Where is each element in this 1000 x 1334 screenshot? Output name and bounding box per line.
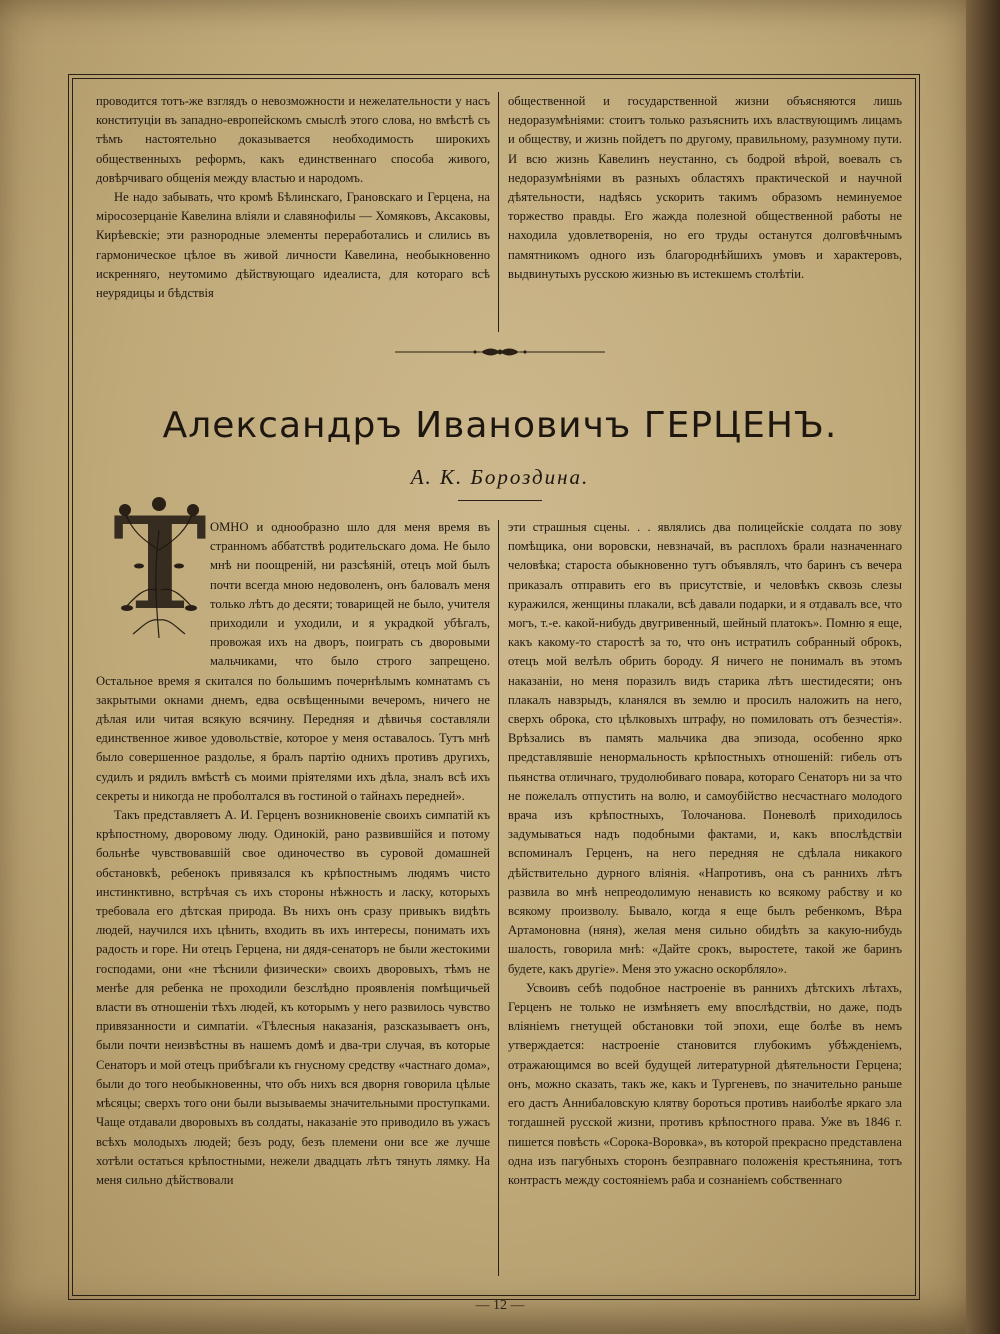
paragraph: Такъ представляетъ А. И. Герценъ возникновеніе своихъ симпатій къ крѣпостному, дворовому люду. Одинокій, рано развившійся и потому больнѣе чувствовавшій свое одиночество въ суровой домашней обстановкѣ, ребенокъ привязался къ крѣпостнымъ людямъ чисто инстинктивно, встрѣчая съ ихъ стороны нѣжность и ласку, которыхъ требовала его дѣтская природа. Въ нихъ онъ сразу привыкъ видѣть людей, научился ихъ цѣнить, входить въ ихъ интересы, понимать ихъ радость и горе. Ни отецъ Герцена, ни дядя-сенаторъ не были жестокими господами, они «не тѣснили физически» своихъ дворовыхъ, тѣмъ не менѣе для ребенка не проходили безслѣдно проявленія помѣщичьей власти въ отношеніи тѣхъ людей, къ которымъ у него развилось чувство привязанности и симпатіи. «Тѣлесныя наказанія, разсказываетъ онъ, были почти неизвѣстны въ нашемъ домѣ и два-три случая, въ которые Сенаторъ и мой отецъ прибѣгали къ гнусному средству «частнаго дома», были до того необыкновенны, что объ нихъ вся дворня говорила цѣлые мѣсяцы; сверхъ того они были вызываемы значительными проступками. Чаще отдавали дворовыхъ въ солдаты, наказаніе это приводило въ ужасъ всѣхъ молодыхъ людей; безъ роду, безъ племени они все же лучше хотѣли остаться крѣпостными, нежели двадцать лѣтъ тянуть лямку. На меня сильно дѣйствовали: [96, 808, 490, 1187]
book-spine: [966, 0, 1000, 1334]
top-left-column: [96, 92, 490, 303]
initial-letter: Т: [113, 490, 207, 638]
top-column-rule: [498, 92, 499, 332]
article-left-column: [96, 518, 490, 1190]
author-underline: [458, 500, 542, 501]
paragraph: ОМНО и однообразно шло для меня время въ странномъ аббатствѣ родительскаго дома. Не было мнѣ ни поощреній, ни разсѣяній, отецъ мой былъ почти всегда мною недоволенъ, онъ баловалъ меня только лѣтъ до десяти; товарищей не было, учителя приходили и уходили, и я украдкой убѣгалъ, провожая ихъ на дворъ, поиграть съ дворовыми мальчиками, что было строго запрещено. Остальное время я скитался по большимъ почернѣлымъ комнатамъ съ закрытыми окнами днемъ, едва освѣщенными вечеромъ, ничего не дѣлая или читая всякую всячину. Передняя и дѣвичья составляли единственное живое удовольствіе, которое у меня оставалось. Тутъ мнѣ было совершенное раздолье, я бралъ партію однихъ противъ другихъ, судилъ и рядилъ вмѣстѣ съ моими пріятелями ихъ дѣла, зналъ всѣ ихъ секреты и никогда не проболтался въ гостиной о тайнахъ передней».: [96, 520, 490, 803]
page-number: — 12 —: [475, 1298, 525, 1313]
top-right-column: [508, 92, 902, 284]
paragraph: эти страшныя сцены. . . являлись два полицейскіе солдата по зову помѣщика, они воровски, невзначай, въ расплохъ брали назначеннаго человѣка; староста обыкновенно тутъ объявлялъ, что баринъ съ вечера приказалъ отправить его въ присутствіе, и человѣкъ сквозь слезы куражился, женщины плакали, всѣ давали подарки, и я отдавалъ все, что могъ, т.-е. какой-нибудь двугривенный, шейный платокъ». Помню я еще, какъ какому-то старостѣ за то, что онъ истратилъ собранный оброкъ, отецъ мой велѣлъ обрить бороду. Я ничего не понималъ въ этомъ наказаніи, но меня поразилъ видъ старика лѣтъ шестидесяти; онъ плакалъ навзрыдъ, кланялся въ землю и просилъ наложить на него, сверхъ оброка, сто цѣлковыхъ штрафу, но помиловать отъ безчестія». Врѣзались въ память мальчика два эпизода, особенно ярко представлявшіе ненормальность крѣпостныхъ отношеній: гибель отъ пьянства отличнаго, трудолюбиваго повара, котораго Сенаторъ ни за что не пожелалъ отпустить на волю, и самоубійство несчастнаго молодого врача изъ крѣпостныхъ, Толочанова. Поневолѣ приходилось задумываться надъ подобными фактами, и, какъ впослѣдствіи вспоминалъ Герценъ, на него передняя не сдѣлала никакого дѣйствительно дурного вліянія. «Напротивъ, она съ раннихъ лѣтъ развила во мнѣ непреодолимую ненависть ко всякому рабству и ко всякому произволу. Бывало, когда я еще былъ ребенкомъ, Вѣра Артамоновна (няня), желая меня сильно обидѣть за какую-нибудь шалость, говорила мнѣ: «Дайте срокъ, выростете, такой же баринъ будете, какъ другіе». Меня это ужасно оскорбляло».: [508, 520, 902, 976]
paragraph: Усвоивъ себѣ подобное настроеніе въ раннихъ дѣтскихъ лѣтахъ, Герценъ не только не измѣняетъ ему впослѣдствіи, но даже, подъ вліяніемъ гнетущей обстановки той эпохи, еще болѣе въ немъ утверждается: настроеніе становится глубокимъ убѣжденіемъ, отражающимся во всей будущей литературной дѣятельности Герцена; онъ, можно сказать, такъ же, какъ и Тургеневъ, по значительно раньше его дастъ Аннибаловскую клятву бороться противъ наиболѣе яркаго зла тогдашней русской жизни, противъ крѣпостного права. Уже въ 1846 г. пишется повѣсть «Сорока-Воровка», въ которой прекрасно представлена одна изъ пагубныхъ сторонъ безправнаго положенія крестьянина, тотъ контрастъ между состояніемъ раба и сознаніемъ собственнаго: [508, 980, 902, 1187]
paragraph: Не надо забывать, что кромѣ Бѣлинскаго, Грановскаго и Герцена, на міросозерцаніе Кавелина вліяли и славянофилы — Хомяковъ, Аксаковы, Кирѣевскіе; эти разнородные элементы переработались и слились въ гармоническое цѣлое въ живой личности Кавелина, необыкновенно искренняго, неутомимо дѣйствующаго идеалиста, для котораго всѣ неурядицы и бѣдствія: [96, 190, 490, 301]
paragraph: общественной и государственной жизни объясняются лишь недоразумѣніями: стоитъ только разъяснить ихъ властвующимъ лицамъ и обществу, и жизнь пойдетъ по другому, правильному, разумному пути. И всю жизнь Кавелинъ неустанно, съ бодрой вѣрой, воевалъ съ недоразумѣніями въ разныхъ областяхъ практической и научной дѣятельности, надѣясь ускорить такимъ образомъ неминуемое торжество правды. Его жажда полезной общественной работы не находила удовлетворенія, но его труды останутся долговѣчнымъ памятникомъ одного изъ благороднѣйшихъ умовъ и характеровъ, выдвинутыхъ русскою жизнью въ истекшемъ столѣтіи.: [508, 94, 902, 281]
initial-float-spacer: [96, 518, 210, 656]
article-author: А. К. Бороздина.: [410, 465, 590, 489]
article-title: Александръ Ивановичъ ГЕРЦЕНЪ.: [162, 405, 838, 446]
article-right-column: [508, 518, 902, 1190]
article-column-rule: [498, 520, 499, 1276]
paragraph: проводится тотъ-же взглядъ о невозможности и нежелательности у насъ конституціи въ западно-европейскомъ смыслѣ этого слова, но вмѣстѣ съ тѣмъ настоятельно доказывается необходимость широкихъ общественныхъ реформъ, какъ единственнаго способа живого, довѣрчиваго общенія между властью и народомъ.: [96, 94, 490, 185]
ornament-divider: [395, 344, 605, 360]
